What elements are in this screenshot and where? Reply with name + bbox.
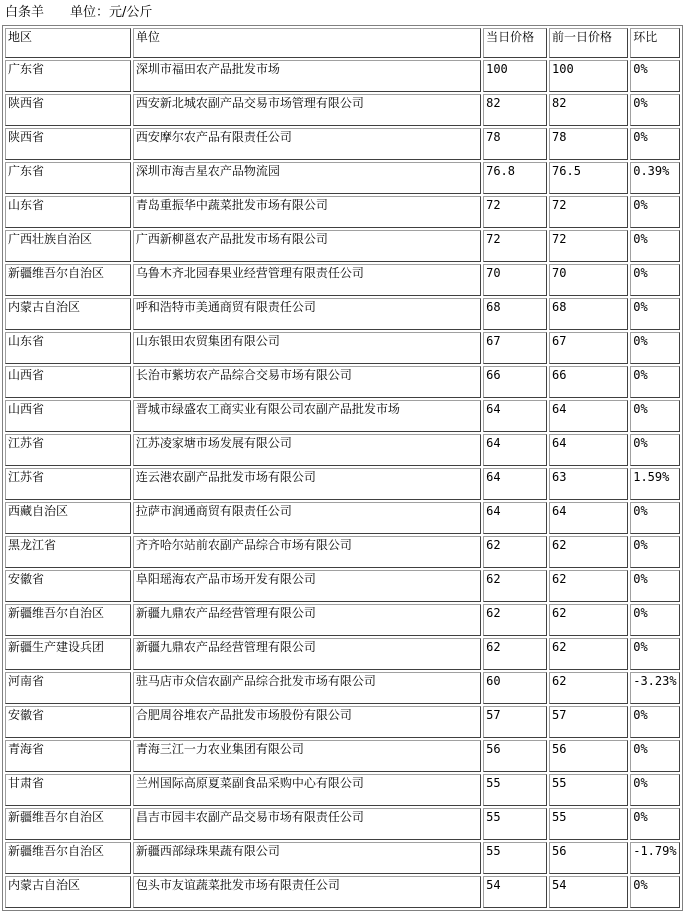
cell-today-price: 66: [483, 366, 547, 398]
cell-unit: 昌吉市园丰农副产品交易市场有限责任公司: [133, 808, 481, 840]
cell-today-price: 100: [483, 60, 547, 92]
table-row: [5, 502, 680, 534]
cell-today-price: 64: [483, 434, 547, 466]
cell-region: 甘肃省: [5, 774, 131, 806]
cell-unit: 齐齐哈尔站前农副产品综合市场有限公司: [133, 536, 481, 568]
cell-today-price: 64: [483, 400, 547, 432]
price-table: [2, 25, 683, 911]
cell-change: -1.79%: [630, 842, 680, 874]
cell-previous-price: 78: [549, 128, 628, 160]
cell-unit: 青海三江一力农业集团有限公司: [133, 740, 481, 772]
table-row: [5, 468, 680, 500]
cell-region: 内蒙古自治区: [5, 298, 131, 330]
cell-region: 山东省: [5, 332, 131, 364]
header-change: 环比: [630, 28, 680, 58]
cell-today-price: 76.8: [483, 162, 547, 194]
cell-change: 0%: [630, 128, 680, 160]
cell-today-price: 72: [483, 196, 547, 228]
cell-unit: 呼和浩特市美通商贸有限责任公司: [133, 298, 481, 330]
table-body: [5, 60, 680, 908]
cell-change: 0%: [630, 332, 680, 364]
cell-today-price: 54: [483, 876, 547, 908]
table-row: [5, 638, 680, 670]
cell-change: 0%: [630, 502, 680, 534]
cell-previous-price: 64: [549, 434, 628, 466]
table-row: [5, 264, 680, 296]
cell-unit: 广西新柳邕农产品批发市场有限公司: [133, 230, 481, 262]
cell-today-price: 57: [483, 706, 547, 738]
cell-previous-price: 64: [549, 502, 628, 534]
cell-change: 0%: [630, 570, 680, 602]
table-row: [5, 434, 680, 466]
cell-today-price: 62: [483, 536, 547, 568]
cell-previous-price: 76.5: [549, 162, 628, 194]
cell-previous-price: 62: [549, 570, 628, 602]
cell-change: 0%: [630, 638, 680, 670]
cell-previous-price: 67: [549, 332, 628, 364]
cell-unit: 阜阳瑶海农产品市场开发有限公司: [133, 570, 481, 602]
cell-region: 山西省: [5, 366, 131, 398]
cell-previous-price: 66: [549, 366, 628, 398]
cell-today-price: 72: [483, 230, 547, 262]
cell-previous-price: 62: [549, 536, 628, 568]
cell-unit: 长治市紫坊农产品综合交易市场有限公司: [133, 366, 481, 398]
table-row: [5, 876, 680, 908]
cell-region: 新疆维吾尔自治区: [5, 842, 131, 874]
cell-previous-price: 62: [549, 604, 628, 636]
cell-region: 新疆维吾尔自治区: [5, 264, 131, 296]
cell-previous-price: 63: [549, 468, 628, 500]
cell-change: 0%: [630, 808, 680, 840]
cell-unit: 深圳市福田农产品批发市场: [133, 60, 481, 92]
cell-previous-price: 62: [549, 638, 628, 670]
cell-unit: 青岛重振华中蔬菜批发市场有限公司: [133, 196, 481, 228]
cell-previous-price: 68: [549, 298, 628, 330]
cell-today-price: 67: [483, 332, 547, 364]
table-row: [5, 672, 680, 704]
header-previous-price: 前一日价格: [549, 28, 628, 58]
cell-change: 0%: [630, 196, 680, 228]
cell-unit: 西安新北城农副产品交易市场管理有限公司: [133, 94, 481, 126]
cell-change: 1.59%: [630, 468, 680, 500]
cell-region: 新疆生产建设兵团: [5, 638, 131, 670]
table-row: [5, 366, 680, 398]
table-row: [5, 60, 680, 92]
table-row: [5, 196, 680, 228]
cell-unit: 连云港农副产品批发市场有限公司: [133, 468, 481, 500]
header-unit: 单位: [133, 28, 481, 58]
cell-region: 新疆维吾尔自治区: [5, 808, 131, 840]
cell-change: 0%: [630, 400, 680, 432]
cell-change: 0%: [630, 876, 680, 908]
cell-unit: 江苏凌家塘市场发展有限公司: [133, 434, 481, 466]
cell-previous-price: 55: [549, 808, 628, 840]
cell-unit: 晋城市绿盛农工商实业有限公司农副产品批发市场: [133, 400, 481, 432]
unit-label: 单位：元/公斤: [70, 5, 153, 20]
cell-region: 江苏省: [5, 468, 131, 500]
table-row: [5, 536, 680, 568]
header-region: 地区: [5, 28, 131, 58]
cell-unit: 乌鲁木齐北园春果业经营管理有限责任公司: [133, 264, 481, 296]
cell-today-price: 82: [483, 94, 547, 126]
cell-change: 0%: [630, 706, 680, 738]
cell-change: 0%: [630, 230, 680, 262]
cell-region: 山东省: [5, 196, 131, 228]
cell-unit: 包头市友谊蔬菜批发市场有限责任公司: [133, 876, 481, 908]
table-row: [5, 706, 680, 738]
cell-region: 青海省: [5, 740, 131, 772]
cell-today-price: 64: [483, 502, 547, 534]
cell-region: 新疆维吾尔自治区: [5, 604, 131, 636]
cell-change: 0%: [630, 434, 680, 466]
cell-region: 广西壮族自治区: [5, 230, 131, 262]
table-row: [5, 128, 680, 160]
cell-region: 河南省: [5, 672, 131, 704]
cell-change: 0%: [630, 94, 680, 126]
cell-unit: 新疆九鼎农产品经营管理有限公司: [133, 604, 481, 636]
cell-today-price: 60: [483, 672, 547, 704]
table-row: [5, 162, 680, 194]
cell-previous-price: 100: [549, 60, 628, 92]
cell-previous-price: 55: [549, 774, 628, 806]
table-row: [5, 94, 680, 126]
cell-previous-price: 70: [549, 264, 628, 296]
cell-change: 0%: [630, 774, 680, 806]
cell-region: 黑龙江省: [5, 536, 131, 568]
cell-region: 西藏自治区: [5, 502, 131, 534]
cell-change: 0%: [630, 298, 680, 330]
cell-change: 0%: [630, 740, 680, 772]
cell-today-price: 62: [483, 570, 547, 602]
cell-change: 0%: [630, 536, 680, 568]
cell-region: 陕西省: [5, 128, 131, 160]
cell-previous-price: 56: [549, 740, 628, 772]
cell-change: 0%: [630, 264, 680, 296]
cell-previous-price: 72: [549, 196, 628, 228]
table-caption: [5, 3, 152, 23]
cell-today-price: 55: [483, 842, 547, 874]
cell-region: 安徽省: [5, 570, 131, 602]
cell-unit: 合肥周谷堆农产品批发市场股份有限公司: [133, 706, 481, 738]
cell-change: -3.23%: [630, 672, 680, 704]
table-row: [5, 298, 680, 330]
cell-unit: 山东银田农贸集团有限公司: [133, 332, 481, 364]
cell-today-price: 62: [483, 604, 547, 636]
cell-previous-price: 56: [549, 842, 628, 874]
table-row: [5, 808, 680, 840]
cell-today-price: 68: [483, 298, 547, 330]
cell-today-price: 70: [483, 264, 547, 296]
cell-region: 安徽省: [5, 706, 131, 738]
cell-region: 山西省: [5, 400, 131, 432]
cell-today-price: 78: [483, 128, 547, 160]
header-row: [5, 28, 680, 58]
cell-today-price: 56: [483, 740, 547, 772]
cell-region: 陕西省: [5, 94, 131, 126]
cell-previous-price: 62: [549, 672, 628, 704]
product-name: 白条羊: [5, 5, 45, 20]
cell-unit: 兰州国际高原夏菜副食品采购中心有限公司: [133, 774, 481, 806]
cell-region: 广东省: [5, 60, 131, 92]
table-row: [5, 604, 680, 636]
cell-today-price: 64: [483, 468, 547, 500]
cell-previous-price: 57: [549, 706, 628, 738]
cell-previous-price: 72: [549, 230, 628, 262]
cell-unit: 新疆西部绿珠果蔬有限公司: [133, 842, 481, 874]
cell-previous-price: 54: [549, 876, 628, 908]
cell-unit: 新疆九鼎农产品经营管理有限公司: [133, 638, 481, 670]
cell-unit: 拉萨市润通商贸有限责任公司: [133, 502, 481, 534]
table-row: [5, 842, 680, 874]
cell-today-price: 55: [483, 774, 547, 806]
cell-today-price: 55: [483, 808, 547, 840]
cell-change: 0.39%: [630, 162, 680, 194]
table-row: [5, 740, 680, 772]
header-today-price: 当日价格: [483, 28, 547, 58]
cell-unit: 驻马店市众信农副产品综合批发市场有限公司: [133, 672, 481, 704]
cell-region: 江苏省: [5, 434, 131, 466]
cell-region: 内蒙古自治区: [5, 876, 131, 908]
cell-change: 0%: [630, 366, 680, 398]
table-row: [5, 230, 680, 262]
cell-change: 0%: [630, 604, 680, 636]
cell-unit: 西安摩尔农产品有限责任公司: [133, 128, 481, 160]
table-row: [5, 570, 680, 602]
cell-previous-price: 64: [549, 400, 628, 432]
table-row: [5, 400, 680, 432]
cell-unit: 深圳市海吉星农产品物流园: [133, 162, 481, 194]
table-row: [5, 332, 680, 364]
cell-previous-price: 82: [549, 94, 628, 126]
cell-change: 0%: [630, 60, 680, 92]
table-row: [5, 774, 680, 806]
cell-today-price: 62: [483, 638, 547, 670]
cell-region: 广东省: [5, 162, 131, 194]
